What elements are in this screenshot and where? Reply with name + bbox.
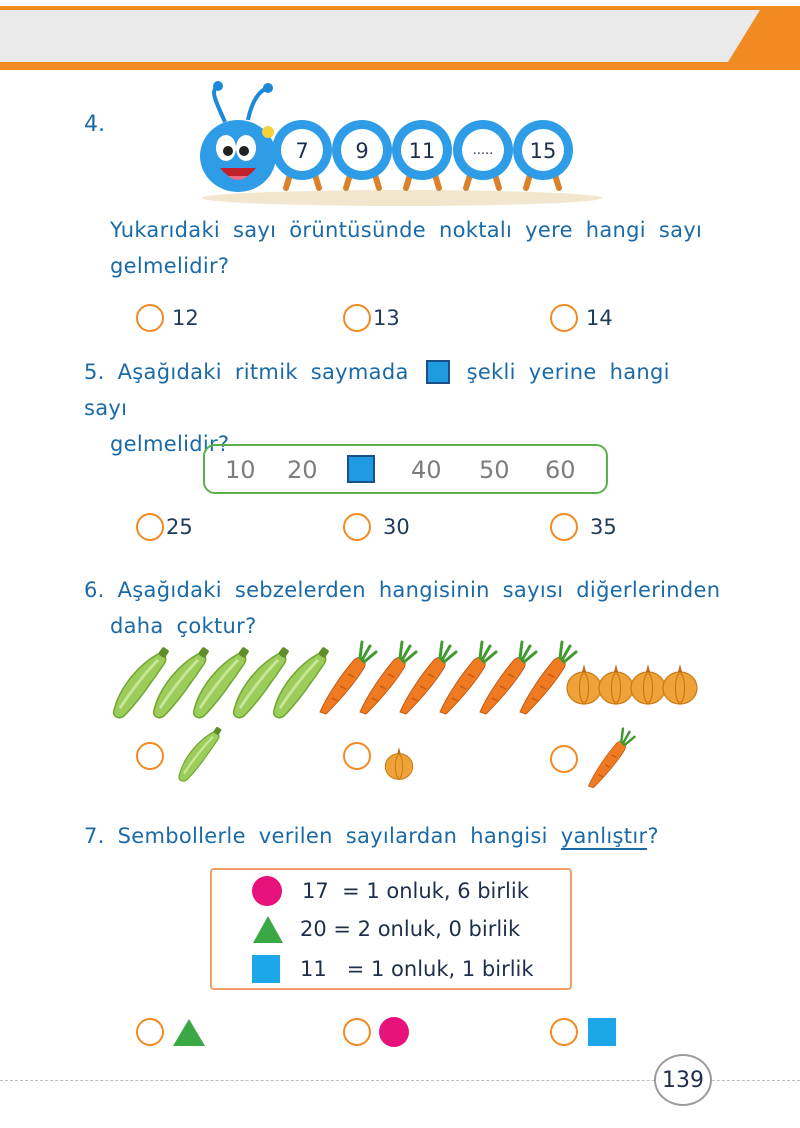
green-triangle-icon <box>252 914 284 944</box>
question-5-number: 5. <box>84 360 105 384</box>
q5-option-b[interactable] <box>343 511 410 543</box>
question-4-line-2: gelmelidir? <box>110 254 230 278</box>
option-label: 35 <box>590 515 617 539</box>
onion-icon <box>379 731 419 781</box>
blue-square-icon <box>588 1018 616 1046</box>
symbol-row-text: 17 = 1 onluk, 6 birlik <box>302 879 529 903</box>
q7-option-a[interactable] <box>136 1016 206 1048</box>
radio-button[interactable] <box>136 513 164 541</box>
q4-option-b[interactable] <box>343 302 400 334</box>
option-label: 14 <box>586 306 613 330</box>
radio-button[interactable] <box>136 742 164 770</box>
question-7-text-before: Sembollerle verilen sayılardan hangisi <box>117 824 548 848</box>
sequence-term: 7 <box>295 139 309 163</box>
onion-icon <box>663 664 697 704</box>
question-6-line-2: daha çoktur? <box>110 614 257 638</box>
question-7-text <box>84 818 724 854</box>
strip-number: 60 <box>545 456 576 484</box>
q5-option-a[interactable] <box>136 511 193 543</box>
sequence-term: 11 <box>408 139 436 163</box>
q5-option-c[interactable] <box>550 511 617 543</box>
caterpillar-illustration <box>190 80 610 210</box>
radio-button[interactable] <box>550 745 578 773</box>
symbol-row <box>252 952 534 986</box>
question-5-text-after: şekli yerine hangi sayı <box>84 360 670 420</box>
option-label: 30 <box>383 515 410 539</box>
strip-number: 40 <box>411 456 442 484</box>
sequence-term: 15 <box>529 139 557 163</box>
question-7-number: 7. <box>84 824 105 848</box>
radio-button[interactable] <box>550 513 578 541</box>
radio-button[interactable] <box>343 304 371 332</box>
sequence-blank: ..... <box>472 143 494 158</box>
green-triangle-icon <box>172 1017 206 1047</box>
onion-icon <box>631 664 665 704</box>
option-label: 12 <box>172 306 199 330</box>
strip-number: 50 <box>479 456 510 484</box>
question-4-number: 4. <box>84 112 105 137</box>
radio-button[interactable] <box>550 304 578 332</box>
onion-icon <box>567 664 601 704</box>
onion-icon <box>599 664 633 704</box>
question-6-text-line-1: Aşağıdaki sebzelerden hangisinin sayısı diğerlerinden <box>117 578 721 602</box>
blue-square-icon <box>252 955 280 983</box>
q6-option-c[interactable] <box>550 726 636 792</box>
question-6-number: 6. <box>84 578 105 602</box>
question-6-text <box>84 572 724 644</box>
sequence-term: 9 <box>355 139 369 163</box>
symbol-row-text: 11 = 1 onluk, 1 birlik <box>300 957 534 981</box>
page-number: 139 <box>654 1054 712 1106</box>
radio-button[interactable] <box>343 1018 371 1046</box>
symbol-row <box>252 874 529 908</box>
question-5-line-1 <box>84 354 724 426</box>
question-4-line-1: Yukarıdaki sayı örüntüsünde noktalı yere hangi sayı <box>110 218 703 242</box>
option-label: 25 <box>166 515 193 539</box>
carrot-icon <box>520 642 576 714</box>
zucchini-icon <box>170 726 230 786</box>
question-7-text-after: ? <box>647 824 659 848</box>
radio-button[interactable] <box>550 1018 578 1046</box>
blue-square-icon <box>347 455 375 483</box>
question-6-line-1 <box>84 572 724 608</box>
q6-option-a[interactable] <box>136 726 230 786</box>
radio-button[interactable] <box>136 1018 164 1046</box>
carrot-icon <box>582 727 636 791</box>
symbol-row-text: 20 = 2 onluk, 0 birlik <box>300 917 521 941</box>
number-strip <box>203 444 608 494</box>
page-header-band <box>0 0 800 70</box>
strip-number: 20 <box>287 456 318 484</box>
question-5-line-2: gelmelidir? <box>110 432 230 456</box>
radio-button[interactable] <box>343 742 371 770</box>
pink-circle-icon <box>379 1017 409 1047</box>
symbol-row <box>252 912 520 946</box>
q6-option-b[interactable] <box>343 726 419 786</box>
question-7-underlined-word: yanlıştır <box>560 824 648 848</box>
option-label: 13 <box>373 306 400 330</box>
symbol-box <box>210 868 572 990</box>
radio-button[interactable] <box>343 513 371 541</box>
blue-square-icon <box>426 360 450 384</box>
question-4-text <box>110 212 720 284</box>
q4-option-a[interactable] <box>136 302 199 334</box>
strip-number: 10 <box>225 456 256 484</box>
q7-option-b[interactable] <box>343 1016 409 1048</box>
q7-option-c[interactable] <box>550 1016 616 1048</box>
pink-circle-icon <box>252 876 282 906</box>
question-5-text-before: Aşağıdaki ritmik saymada <box>117 360 409 384</box>
radio-button[interactable] <box>136 304 164 332</box>
q4-option-c[interactable] <box>550 302 613 334</box>
vegetable-row <box>110 640 730 720</box>
